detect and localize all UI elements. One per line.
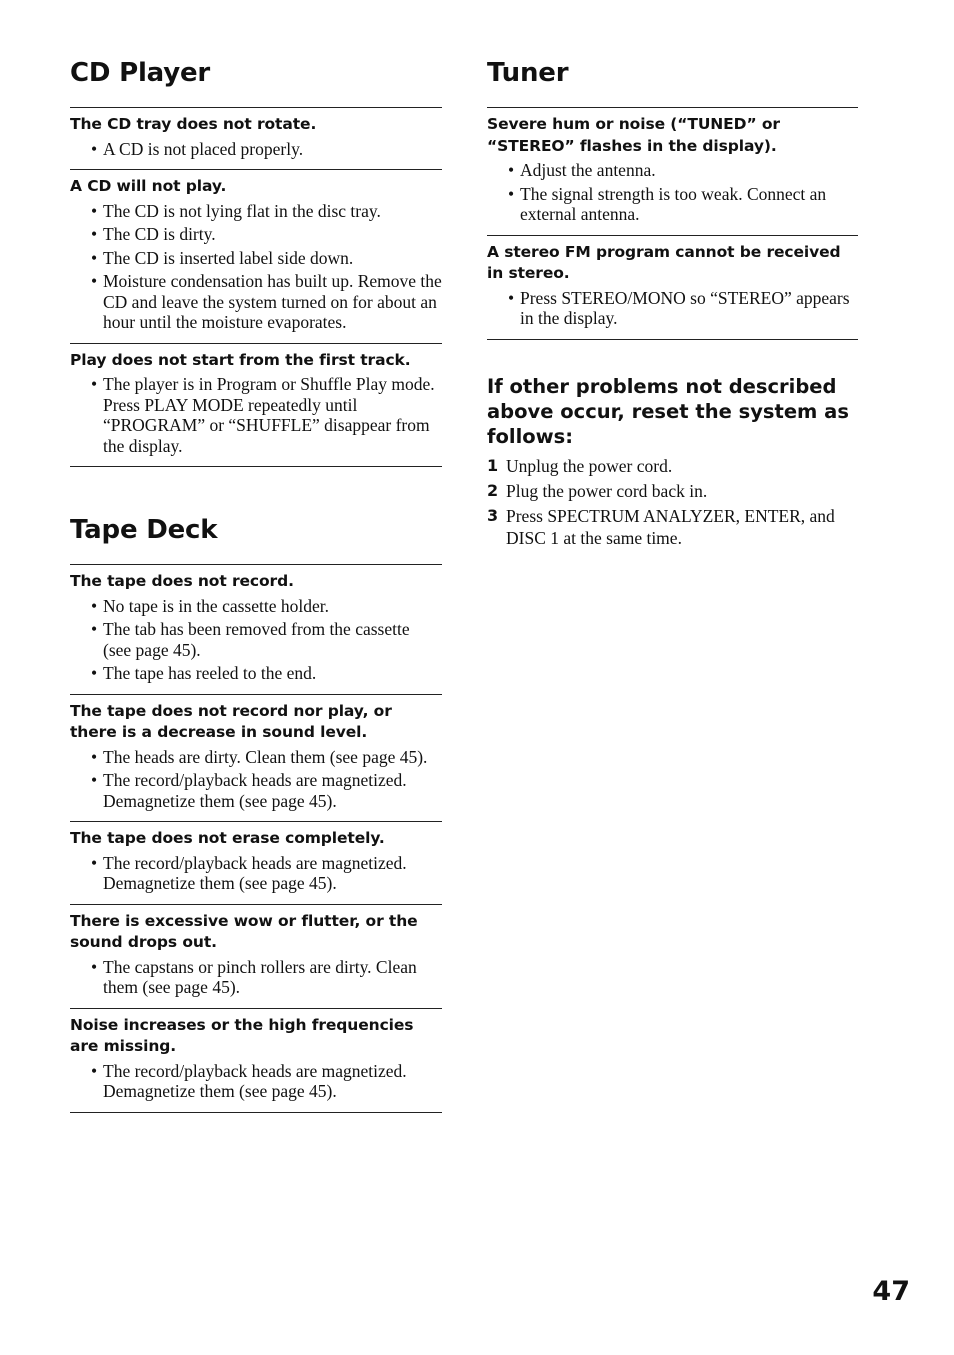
symptom-title: There is excessive wow or flutter, or the sound drops out. — [70, 911, 418, 951]
remedy-list — [70, 747, 442, 812]
page-number: 47 — [872, 1276, 910, 1307]
remedy-list — [70, 1061, 442, 1102]
remedy-item: • The tab has been removed from the cassette (see page 45). — [91, 619, 442, 660]
symptom-title: Play does not start from the first track. — [70, 350, 411, 369]
symptom-title: Noise increases or the high frequencies are missing. — [70, 1015, 414, 1055]
step-text: Press SPECTRUM ANALYZER, ENTER, and DISC 1 at the same time. — [506, 505, 835, 548]
trouble-block-noise — [70, 1008, 442, 1113]
remedy-item: • The heads are dirty. Clean them (see page 45). — [91, 747, 442, 768]
symptom-title: A CD will not play. — [70, 177, 227, 195]
reset-heading: If other problems not described above occur, reset the system as follows: — [487, 374, 849, 448]
remedy-list — [487, 288, 858, 329]
tape-deck-heading: Tape Deck — [70, 515, 218, 545]
step-text: Unplug the power cord. — [506, 455, 673, 476]
trouble-block-sound-level — [70, 694, 442, 822]
reset-section — [487, 374, 858, 549]
tuner-heading: Tuner — [487, 58, 569, 88]
remedy-item: • The tape has reeled to the end. — [91, 663, 442, 684]
symptom-title: The tape does not erase completely. — [70, 829, 385, 847]
remedy-item: • Moisture condensation has built up. Remove the CD and leave the system turned on for about an hour until the moisture evaporates. — [91, 271, 442, 333]
step-number: 3 — [487, 505, 499, 525]
remedy-item: • Adjust the antenna. — [508, 160, 858, 181]
symptom-title: The CD tray does not rotate. — [70, 115, 317, 133]
reset-step — [487, 480, 858, 502]
symptom-title: Severe hum or noise (“TUNED” or “STEREO” flashes in the display). — [487, 115, 780, 155]
reset-step — [487, 455, 858, 477]
remedy-item: • The record/playback heads are magnetized. Demagnetize them (see page 45). — [91, 1061, 442, 1102]
tape-deck-section — [70, 513, 442, 1113]
remedy-item: • The record/playback heads are magnetized. Demagnetize them (see page 45). — [91, 770, 442, 811]
remedy-list — [70, 139, 442, 160]
remedy-list — [70, 853, 442, 894]
remedy-list — [70, 201, 442, 333]
symptom-title: A stereo FM program cannot be received in stereo. — [487, 242, 841, 282]
cd-player-heading: CD Player — [70, 58, 211, 88]
symptom-title: The tape does not record. — [70, 572, 294, 590]
reset-step — [487, 505, 858, 549]
remedy-item: • No tape is in the cassette holder. — [91, 596, 442, 617]
remedy-item: • The CD is not lying flat in the disc tray. — [91, 201, 442, 222]
remedy-item: • The CD is inserted label side down. — [91, 248, 442, 269]
remedy-item: • The player is in Program or Shuffle Play mode. Press PLAY MODE repeatedly until “PROGRAM” or “SHUFFLE” disappear from the display. — [91, 374, 442, 456]
trouble-block-cd-tray — [70, 107, 442, 169]
remedy-list — [70, 957, 442, 998]
trouble-block-stereo-fm — [487, 235, 858, 340]
remedy-item: • The CD is dirty. — [91, 224, 442, 245]
trouble-block-cd-no-play — [70, 169, 442, 343]
symptom-title: The tape does not record nor play, or there is a decrease in sound level. — [70, 701, 392, 741]
right-column — [487, 56, 858, 552]
tuner-section — [487, 56, 858, 340]
trouble-block-wow-flutter — [70, 904, 442, 1008]
remedy-item: • The signal strength is too weak. Connect an external antenna. — [508, 184, 858, 225]
step-number: 1 — [487, 455, 499, 475]
remedy-list — [487, 160, 858, 225]
remedy-item: • The capstans or pinch rollers are dirty. Clean them (see page 45). — [91, 957, 442, 998]
cd-player-section — [70, 56, 442, 467]
reset-steps — [487, 455, 858, 549]
remedy-item: • Press STEREO/MONO so “STEREO” appears in the display. — [508, 288, 858, 329]
step-text: Plug the power cord back in. — [506, 480, 708, 501]
remedy-list — [70, 596, 442, 684]
left-column — [70, 56, 442, 1113]
trouble-block-hum-noise — [487, 107, 858, 235]
trouble-block-first-track — [70, 343, 442, 468]
remedy-item: • The record/playback heads are magnetized. Demagnetize them (see page 45). — [91, 853, 442, 894]
remedy-item: • A CD is not placed properly. — [91, 139, 442, 160]
trouble-block-erase — [70, 821, 442, 904]
step-number: 2 — [487, 480, 499, 500]
remedy-list — [70, 374, 442, 456]
trouble-block-no-record — [70, 564, 442, 694]
